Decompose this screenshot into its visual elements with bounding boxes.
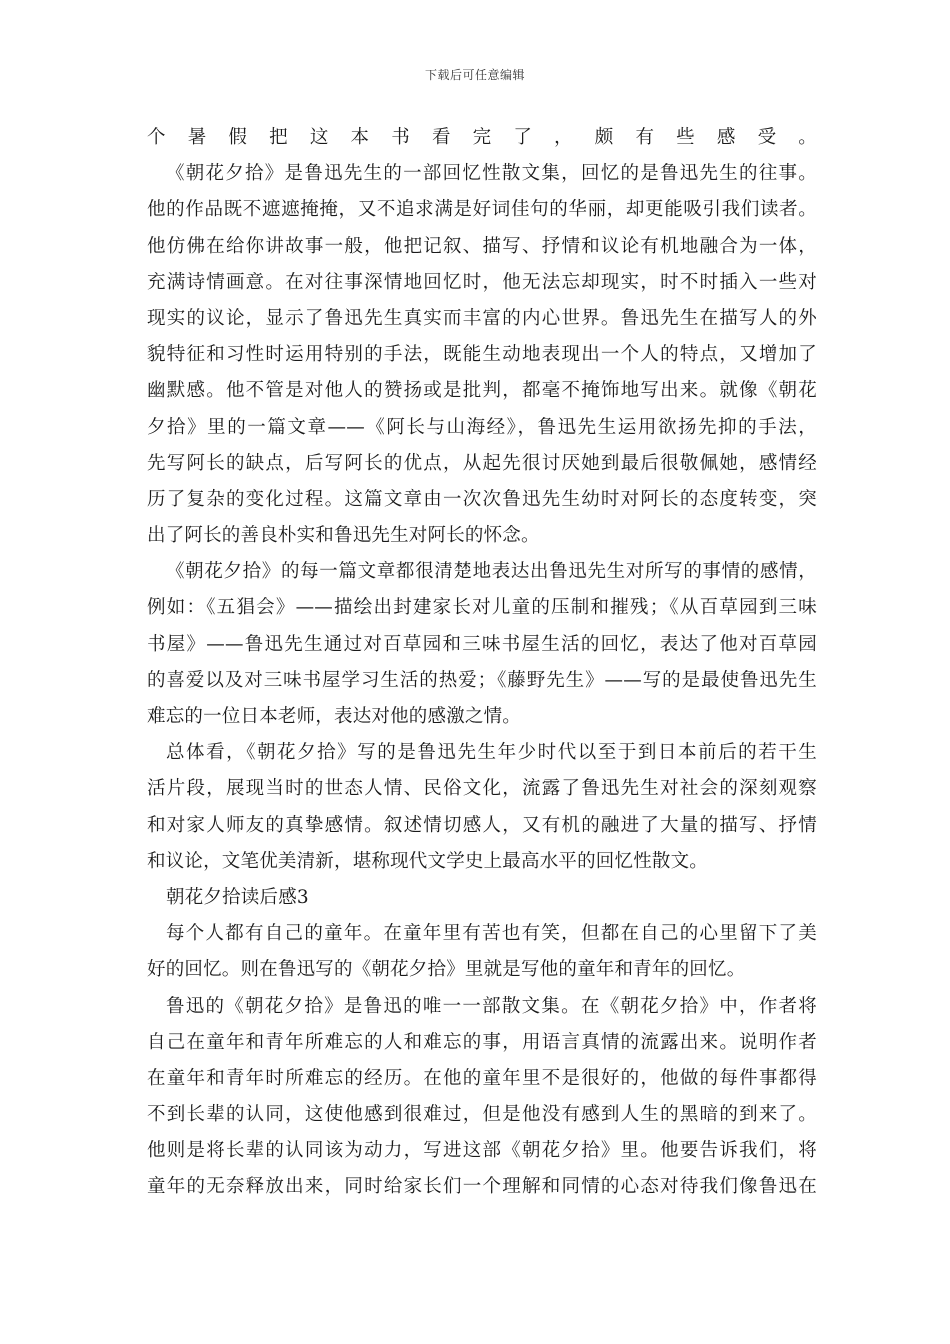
document-body xyxy=(147,120,817,1206)
text-line: 活片段，展现当时的世态人情、民俗文化，流露了鲁迅先生对社会的深刻观察 xyxy=(147,778,817,800)
text-line: 《朝花夕拾》是鲁迅先生的一部回忆性散文集，回忆的是鲁迅先生的往事。 xyxy=(166,163,817,185)
text-line: 不到长辈的认同，这使他感到很难过，但是他没有感到人生的黑暗的到来了。 xyxy=(147,1104,817,1126)
text-line: 和议论，文笔优美清新，堪称现代文学史上最高水平的回忆性散文。 xyxy=(147,850,709,872)
text-line: 现实的议论，显示了鲁迅先生真实而丰富的内心世界。鲁迅先生在描写人的外 xyxy=(147,307,817,329)
text-line: 夕拾》里的一篇文章——《阿长与山海经》，鲁迅先生运用欲扬先抑的手法， xyxy=(147,416,817,438)
text-line: 充满诗情画意。在对往事深情地回忆时，他无法忘却现实，时不时插入一些对 xyxy=(147,271,817,293)
text-line: 难忘的一位日本老师，表达对他的感激之情。 xyxy=(147,706,522,727)
page-header: 下载后可任意编辑 xyxy=(424,68,525,82)
text-line: 貌特征和习性时运用特别的手法，既能生动地表现出一个人的特点，又增加了 xyxy=(147,344,817,366)
text-line: 在童年和青年时所难忘的经历。在他的童年里不是很好的，他做的每件事都得 xyxy=(147,1067,817,1089)
text-line: 书屋》——鲁迅先生通过对百草园和三味书屋生活的回忆，表达了他对百草园 xyxy=(147,633,817,655)
text-line: 自己在童年和青年所难忘的人和难忘的事，用语言真情的流露出来。说明作者 xyxy=(147,1031,817,1053)
text-line: 例如：《五猖会》——描绘出封建家长对儿童的压制和摧残；《从百草园到三味 xyxy=(147,597,817,619)
text-line: 他的作品既不遮遮掩掩，又不追求满是好词佳句的华丽，却更能吸引我们读者。 xyxy=(147,199,817,221)
text-line: 幽默感。他不管是对他人的赞扬或是批判，都毫不掩饰地写出来。就像《朝花 xyxy=(147,380,817,402)
text-line: 童年的无奈释放出来，同时给家长们一个理解和同情的心态对待我们像鲁迅在 xyxy=(147,1176,817,1198)
text-line: 总体看，《朝花夕拾》写的是鲁迅先生年少时代以至于到日本前后的若干生 xyxy=(166,742,817,764)
text-line: 先写阿长的缺点，后写阿长的优点，从起先很讨厌她到最后很敬佩她，感情经 xyxy=(147,452,817,474)
text-line: 好的回忆。则在鲁迅写的《朝花夕拾》里就是写他的童年和青年的回忆。 xyxy=(147,959,746,981)
text-line: 的喜爱以及对三味书屋学习生活的热爱；《藤野先生》——写的是最使鲁迅先生 xyxy=(147,669,817,691)
text-line: 他则是将长辈的认同该为动力，写进这部《朝花夕拾》里。他要告诉我们，将 xyxy=(147,1140,817,1162)
text-line: 出了阿长的善良朴实和鲁迅先生对阿长的怀念。 xyxy=(147,525,540,547)
text-line: 每个人都有自己的童年。在童年里有苦也有笑，但都在自己的心里留下了美 xyxy=(166,923,817,945)
section-heading: 朝花夕拾读后感3 xyxy=(166,886,309,908)
text-line: 《朝花夕拾》的每一篇文章都很清楚地表达出鲁迅先生对所写的事情的感情， xyxy=(166,561,817,583)
text-line: 历了复杂的变化过程。这篇文章由一次次鲁迅先生幼时对阿长的态度转变，突 xyxy=(147,488,817,510)
text-line: 个暑假把这本书看完了，颇有些感受。 xyxy=(147,127,817,148)
text-line: 鲁迅的《朝花夕拾》是鲁迅的唯一一部散文集。在《朝花夕拾》中，作者将 xyxy=(166,995,817,1017)
text-line: 和对家人师友的真挚感情。叙述情切感人，又有机的融进了大量的描写、抒情 xyxy=(147,814,817,836)
text-line: 他仿佛在给你讲故事一般，他把记叙、描写、抒情和议论有机地融合为一体， xyxy=(147,235,817,257)
